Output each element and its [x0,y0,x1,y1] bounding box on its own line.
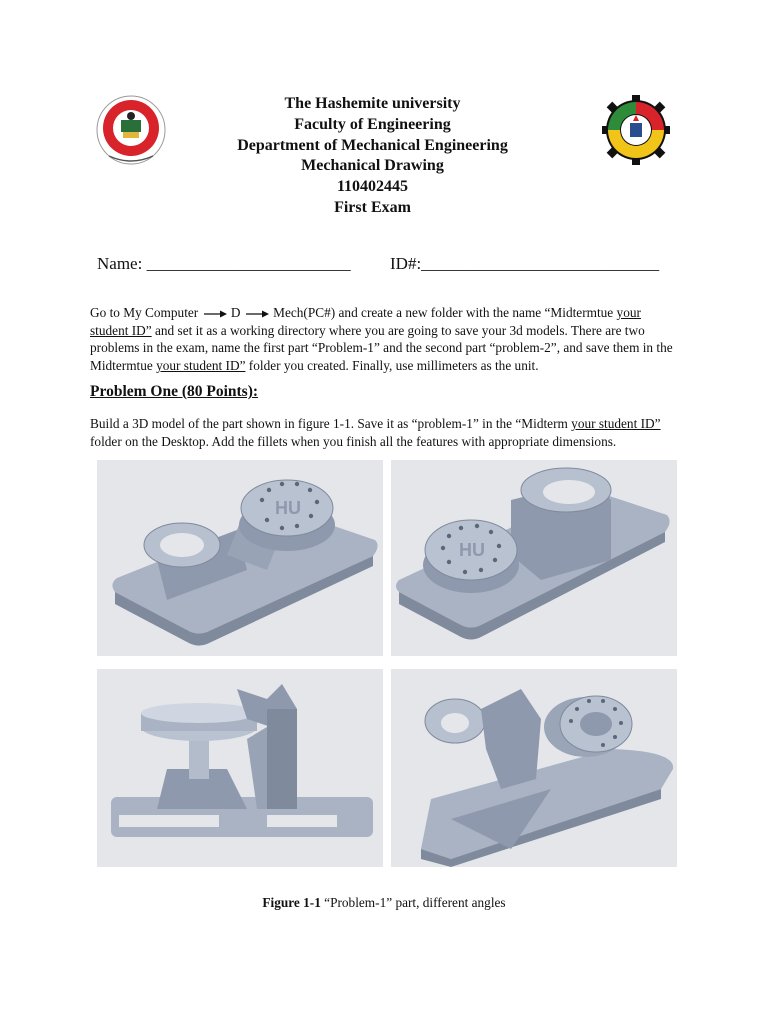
instructions-text-3: Mech(PC#) and create a new folder with the name “Midtermtue [273,305,614,320]
id-field[interactable] [390,254,659,274]
engraving-text: HU [275,498,301,518]
problem-one-title: Problem One (80 Points): [90,383,259,400]
problem-underlined-id: your student ID” [571,416,661,431]
course-name: Mechanical Drawing [301,157,444,175]
instructions-underlined-id-1: your student ID” [90,305,641,338]
instructions-text-2: D [230,305,241,320]
name-field[interactable] [97,254,351,274]
faculty-name: Faculty of Engineering [294,115,451,133]
instructions-text-7: folder you created. Finally, use millimeters as the unit. [245,357,539,373]
exam-header [180,94,565,219]
university-name: The Hashemite university [284,95,461,112]
part-render-iso-3 [391,669,677,867]
instructions-underlined-id-2: your student ID” [156,357,246,373]
course-code: 110402445 [336,178,409,196]
exam-title: First Exam [334,198,411,216]
problem-text-3: folder on the Desktop. Add the fillets when you finish all the features with appropriate dimensions. [90,433,617,449]
university-logo-left [95,94,167,166]
figure-view-bottom-left [97,669,383,867]
figure-label: Figure 1-1 [262,895,321,910]
engineering-faculty-logo-right [600,93,672,167]
id-blank[interactable]: ____________________________ [421,254,660,273]
figure-caption [0,895,768,911]
part-render-side [97,669,383,867]
figure-view-bottom-right [391,669,677,867]
engraving-text: HU [459,540,485,560]
id-label: ID#: [390,254,422,273]
part-render-iso-2 [391,460,677,656]
name-label: Name: [97,254,147,273]
problem-one-description [90,415,675,450]
name-blank[interactable]: ________________________ [146,254,351,273]
figure-view-top-left [97,460,383,656]
instructions-text-5: and set it as a working directory where you are going to save your 3d models. There are two problems in the exam, name the first part “Problem-1” and the second part “problem-2”, and save them in the Midtermtue [90,322,673,373]
figure-view-top-right [391,460,677,656]
figure-caption-text: “Problem-1” part, different angles [320,895,506,910]
right-arrow-icon [202,309,228,319]
department-name: Department of Mechanical Engineering [237,136,508,154]
instructions-text-1: Go to My Computer [90,305,199,320]
problem-text-1: Build a 3D model of the part shown in figure 1-1. Save it as “problem-1” in the “Midterm [90,416,572,431]
instructions-paragraph [90,304,675,374]
part-render-iso-1 [97,460,383,656]
right-arrow-icon [244,309,270,319]
